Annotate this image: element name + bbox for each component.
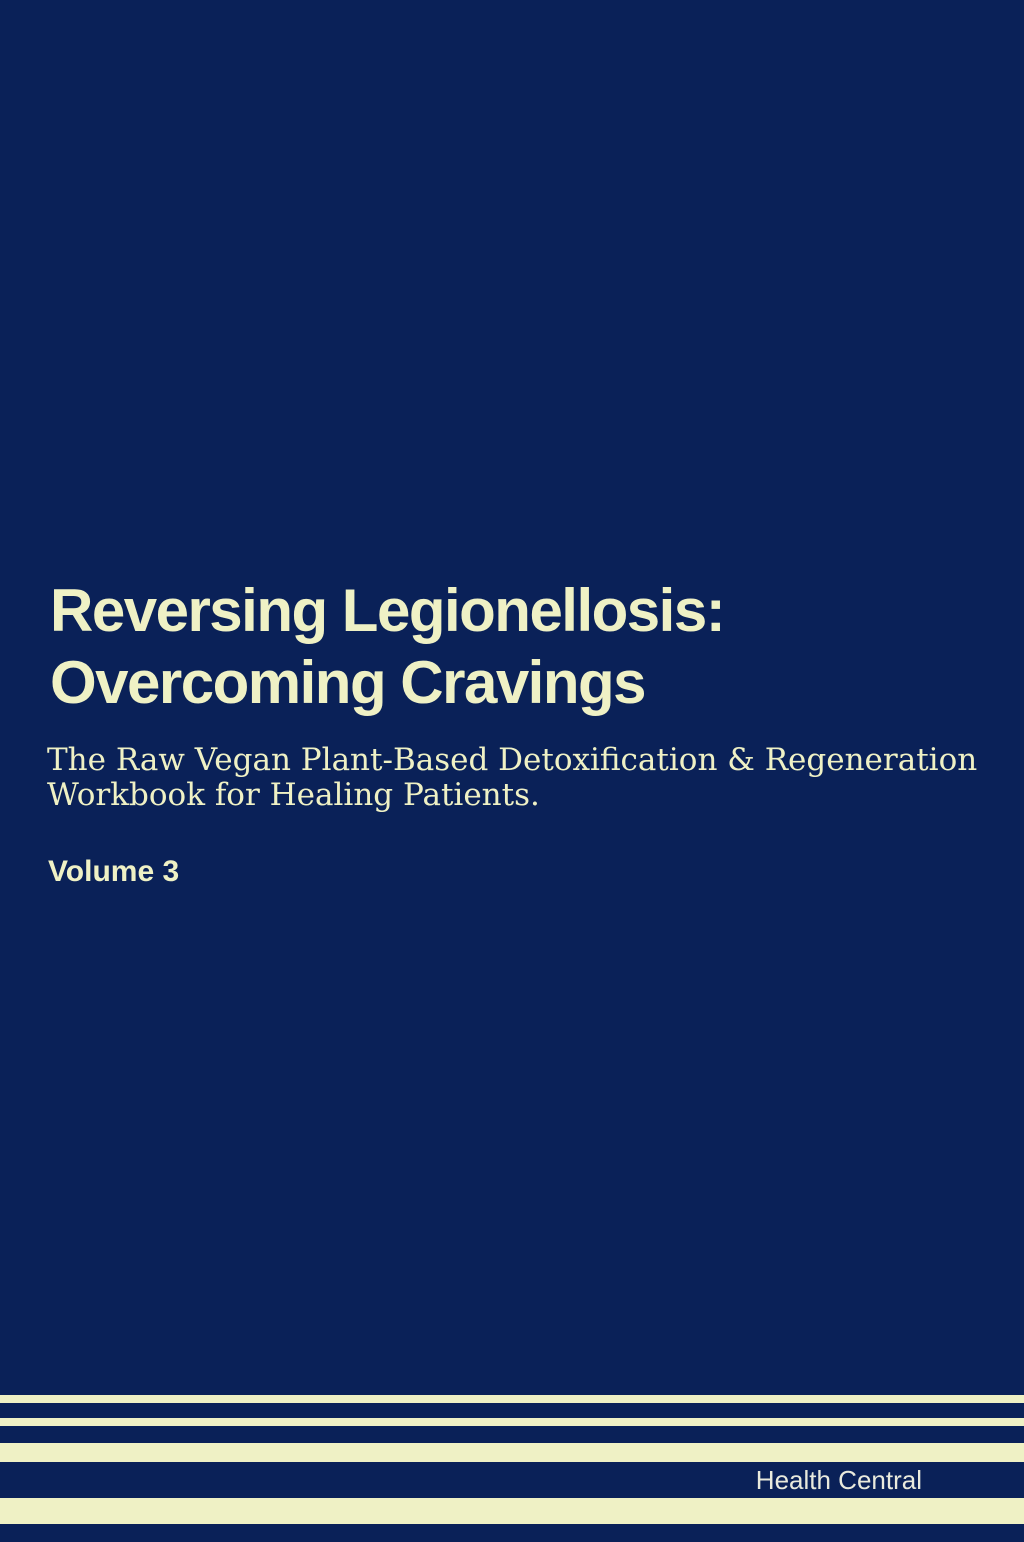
volume-label: Volume 3 [48, 855, 180, 888]
book-subtitle [47, 743, 977, 813]
footer-stripe-thick [0, 1498, 1024, 1524]
footer-stripe-medium [0, 1443, 1024, 1462]
book-subtitle-line1: The Raw Vegan Plant-Based Detoxification & Regeneration [47, 742, 978, 778]
publisher-band [0, 1462, 1024, 1498]
book-title-line2: Overcoming Cravings [50, 649, 646, 716]
book-title-line1: Reversing Legionellosis: [50, 577, 725, 644]
footer-stripe-thin-1 [0, 1395, 1024, 1403]
publisher-name: Health Central [755, 1465, 922, 1495]
footer-stripe-thin-2 [0, 1418, 1024, 1426]
book-subtitle-line2: Workbook for Healing Patients. [47, 777, 540, 813]
book-title [50, 575, 724, 719]
